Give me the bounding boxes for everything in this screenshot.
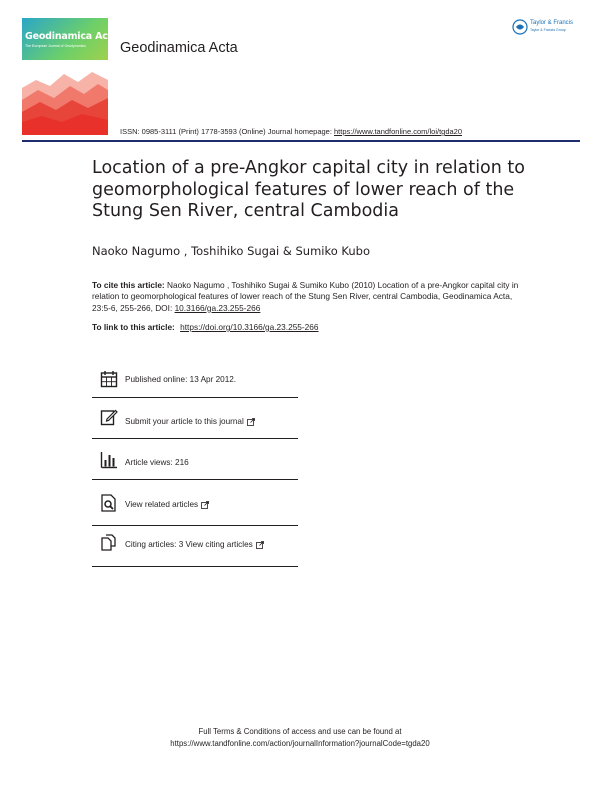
- published-date: Published online: 13 Apr 2012.: [125, 375, 237, 384]
- article-title: Location of a pre-Angkor capital city in relation to geomorphological features of lower reach of the Stung Sen River, central Cambodia: [92, 158, 525, 221]
- article-link-block: [92, 322, 522, 333]
- journal-cover-image: [22, 18, 119, 135]
- divider: [92, 525, 298, 526]
- edit-icon: [100, 408, 118, 426]
- citing-articles-link[interactable]: [125, 540, 264, 549]
- related-articles-label: View related articles: [125, 500, 199, 509]
- citation-label: To cite this article:: [92, 280, 165, 290]
- copy-pages-icon: [100, 534, 118, 552]
- external-link-icon: [256, 541, 264, 549]
- footer-terms-link[interactable]: https://www.tandfonline.com/action/journalInformation?journalCode=tgda20: [170, 739, 430, 748]
- footer-terms-text: Full Terms & Conditions of access and use can be found at: [198, 727, 402, 736]
- related-search-icon: [100, 494, 118, 512]
- divider: [92, 438, 298, 439]
- submit-article-link[interactable]: [125, 417, 255, 426]
- citation-text: Naoko Nagumo , Toshihiko Sugai & Sumiko Kubo (2010) Location of a pre-Angkor capital city in relation to geomorphological features of lower reach of the Stung Sen River, central Cambodia, Geodinamica Acta, 23:5-6, 255-266, DOI:: [92, 280, 519, 313]
- journal-name: Geodinamica Acta: [120, 40, 238, 56]
- cover-subtitle: The European Journal of Geodynamics: [25, 44, 86, 48]
- article-authors: Naoko Nagumo , Toshihiko Sugai & Sumiko Kubo: [92, 244, 371, 258]
- issn-text: ISSN: 0985-3111 (Print) 1778-3593 (Online) Journal homepage:: [120, 127, 335, 136]
- journal-homepage-link[interactable]: https://www.tandfonline.com/loi/tgda20: [334, 127, 463, 136]
- submit-article-label: Submit your article to this journal: [125, 417, 244, 426]
- bar-chart-icon: [100, 451, 118, 469]
- external-link-icon: [201, 501, 209, 509]
- related-articles-link[interactable]: [125, 500, 209, 509]
- divider: [92, 566, 298, 567]
- link-label: To link to this article:: [92, 322, 178, 332]
- publisher-logo-text: Taylor & Francis: [530, 20, 574, 26]
- cover-title: Geodinamica Acta: [25, 31, 119, 42]
- publisher-logo-subtext: Taylor & Francis Group: [530, 28, 566, 32]
- divider: [92, 397, 298, 398]
- header-rule: [22, 140, 580, 142]
- divider: [92, 479, 298, 480]
- issn-line: [120, 127, 462, 136]
- external-link-icon: [247, 418, 255, 426]
- citation-block: [92, 280, 522, 314]
- citing-articles-label: Citing articles: 3 View citing articles: [125, 540, 253, 549]
- cover-mountains-graphic: [22, 60, 108, 135]
- citation-doi-link[interactable]: 10.3166/ga.23.255-266: [174, 302, 261, 313]
- calendar-icon: [100, 370, 118, 388]
- article-doi-link[interactable]: https://doi.org/10.3166/ga.23.255-266: [180, 322, 319, 332]
- article-views: Article views: 216: [125, 458, 189, 467]
